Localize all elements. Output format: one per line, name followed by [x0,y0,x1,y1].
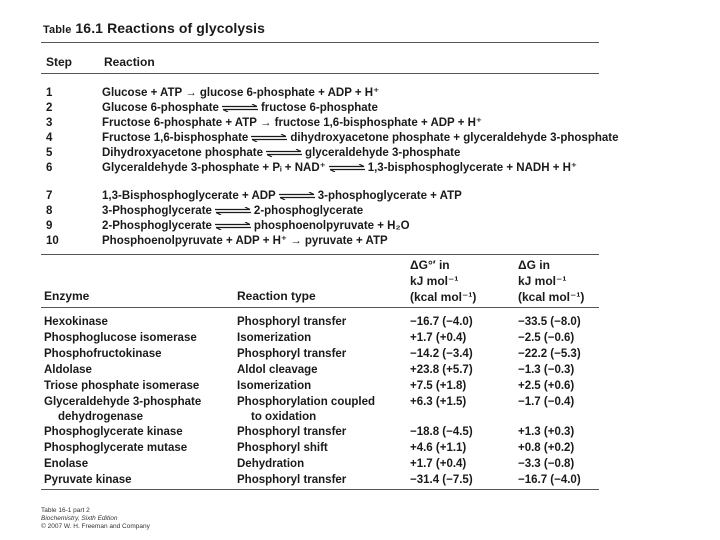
enzyme-name: Hexokinase [44,316,108,328]
table-title-text: Reactions of glycolysis [107,20,265,36]
reaction-equation [102,86,379,100]
divider [41,254,599,255]
reaction-type: Dehydration [237,458,305,470]
divider [41,42,599,43]
reaction-equation [102,219,410,233]
divider [41,73,599,74]
dg-header [518,257,584,305]
divider [41,307,599,308]
reaction-equation [102,101,378,115]
standard-free-energy: +1.7 (+0.4) [410,332,467,344]
table-title-prefix: Table [43,24,72,36]
reaction-equation [102,146,460,160]
reaction-type: Phosphoryl transfer [237,316,347,328]
enzyme-name: Pyruvate kinase [44,474,132,486]
actual-free-energy: +0.8 (+0.2) [518,442,575,454]
reaction-equation [102,161,577,175]
reaction-part: Glucose 6-phosphate [102,102,219,114]
actual-free-energy: +1.3 (+0.3) [518,426,575,438]
enzyme-name: Enolase [44,458,89,470]
reaction-type: Phosphoryl shift [237,442,328,454]
reaction-part: glyceraldehyde 3-phosphate [305,147,461,159]
enzyme-name: Phosphoglycerate mutase [44,442,188,454]
reaction-type: Phosphorylation coupled [237,396,376,408]
reaction-part: Phosphoenolpyruvate + ADP + H⁺ → pyruvate + ATP [102,235,388,247]
enzyme-name: Aldolase [44,364,92,376]
reaction-equation [102,204,363,218]
reaction-type: Phosphoryl transfer [237,474,347,486]
reaction-part: 2-phosphoglycerate [253,205,364,217]
actual-free-energy: −33.5 (−8.0) [518,316,581,328]
enzyme-name: Triose phosphate isomerase [44,380,200,392]
table-title [43,20,265,36]
step-number: 6 [46,162,53,174]
enzyme-name: Phosphoglycerate kinase [44,426,183,438]
dg0-header-line3: (kcal mol⁻¹) [410,290,477,304]
step-number: 3 [46,117,53,129]
standard-free-energy: +1.7 (+0.4) [410,458,467,470]
footer-line1: Table 16-1 part 2 [41,507,90,514]
actual-free-energy: −16.7 (−4.0) [518,474,581,486]
reaction-equation [102,131,619,145]
reaction-part: Glyceraldehyde 3-phosphate + Pᵢ + NAD⁺ [102,162,326,174]
reaction-part: 1,3-Bisphosphoglycerate + ADP [102,190,276,202]
standard-free-energy: +6.3 (+1.5) [410,396,467,408]
enzyme-header: Enzyme [44,289,90,303]
divider [41,489,599,490]
actual-free-energy: −2.5 (−0.6) [518,332,575,344]
equilibrium-arrow-icon [278,192,316,200]
standard-free-energy: −16.7 (−4.0) [410,316,473,328]
actual-free-energy: −22.2 (−5.3) [518,348,581,360]
dg0-header [410,257,476,305]
dg-header-line3: (kcal mol⁻¹) [518,290,585,304]
step-number: 10 [46,235,59,247]
standard-free-energy: −18.8 (−4.5) [410,426,473,438]
standard-free-energy: +23.8 (+5.7) [410,364,473,376]
reaction-part: dihydroxyacetone phosphate + glyceraldehyde 3-phosphate [290,132,619,144]
reaction-part: fructose 6-phosphate [260,102,378,114]
standard-free-energy: +4.6 (+1.1) [410,442,467,454]
reaction-part: phosphoenolpyruvate + H₂O [253,220,410,232]
dg-header-line2: kJ mol⁻¹ [518,274,567,288]
dg-header-line1: ΔG in [518,258,550,272]
reaction-equation [102,234,388,248]
reaction-type-header: Reaction type [237,289,316,303]
reaction-part: Fructose 1,6-bisphosphate [102,132,249,144]
reaction-part: Fructose 6-phosphate + ATP → fructose 1,6-bisphosphate + ADP + H⁺ [102,117,483,129]
reaction-type: Isomerization [237,380,312,392]
enzyme-name: Phosphofructokinase [44,348,162,360]
reaction-type: Aldol cleavage [237,364,318,376]
reaction-part: 2-Phosphoglycerate [102,220,212,232]
reaction-equation [102,189,462,203]
reaction-part: 3-Phosphoglycerate [102,205,212,217]
actual-free-energy: −1.3 (−0.3) [518,364,575,376]
dg0-header-line1: ΔG°′ in [410,258,450,272]
equilibrium-arrow-icon [221,104,259,112]
actual-free-energy: −1.7 (−0.4) [518,396,575,408]
reaction-part: Dihydroxyacetone phosphate [102,147,264,159]
standard-free-energy: −14.2 (−3.4) [410,348,473,360]
reaction-equation [102,116,482,130]
dg0-header-line2: kJ mol⁻¹ [410,274,459,288]
reaction-part: 3-phosphoglycerate + ATP [317,190,462,202]
reaction-part: 1,3-bisphosphoglycerate + NADH + H⁺ [367,162,578,174]
step-number: 2 [46,102,53,114]
equilibrium-arrow-icon [214,207,252,215]
equilibrium-arrow-icon [328,164,366,172]
reaction-part: Glucose + ATP → glucose 6-phosphate + ADP + H⁺ [102,87,380,99]
enzyme-name: Glyceraldehyde 3-phosphate [44,396,202,408]
actual-free-energy: +2.5 (+0.6) [518,380,575,392]
reaction-type-cont: to oxidation [251,411,317,423]
actual-free-energy: −3.3 (−0.8) [518,458,575,470]
reaction-type: Isomerization [237,332,312,344]
footer-line2: Biochemistry, Sixth Edition [41,515,118,522]
equilibrium-arrow-icon [214,222,252,230]
step-number: 4 [46,132,53,144]
step-number: 9 [46,220,53,232]
enzyme-name-cont: dehydrogenase [58,411,143,423]
footer [41,507,150,531]
step-header: Step [46,55,73,69]
reaction-type: Phosphoryl transfer [237,348,347,360]
enzyme-name: Phosphoglucose isomerase [44,332,197,344]
step-number: 5 [46,147,53,159]
table-title-number: 16.1 [75,20,104,36]
standard-free-energy: −31.4 (−7.5) [410,474,473,486]
equilibrium-arrow-icon [250,134,288,142]
standard-free-energy: +7.5 (+1.8) [410,380,467,392]
footer-line3: © 2007 W. H. Freeman and Company [41,523,150,530]
reaction-header: Reaction [104,55,155,69]
step-number: 8 [46,205,53,217]
step-number: 7 [46,190,53,202]
equilibrium-arrow-icon [265,149,303,157]
reaction-type: Phosphoryl transfer [237,426,347,438]
step-number: 1 [46,87,53,99]
